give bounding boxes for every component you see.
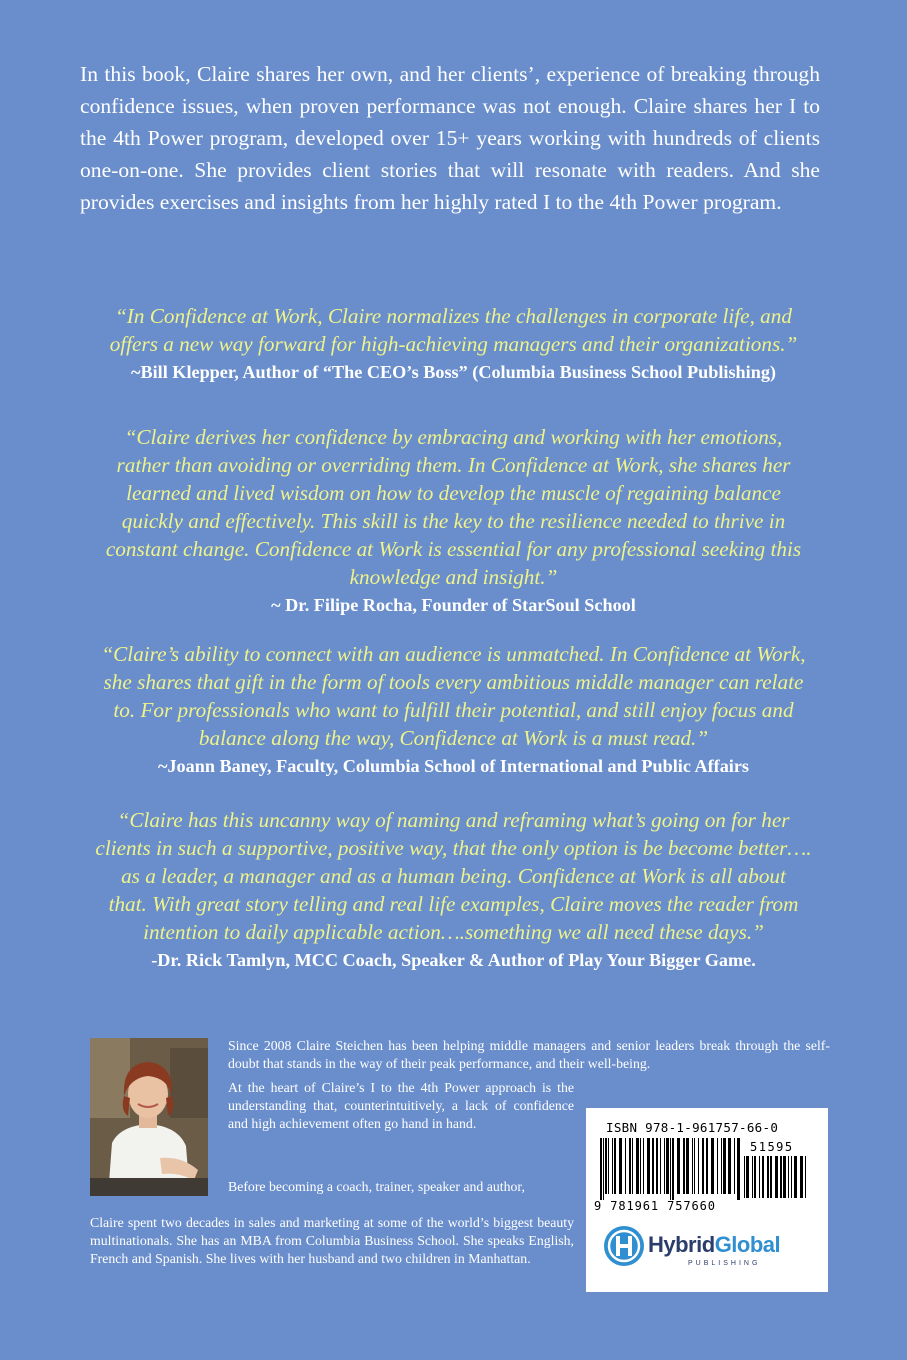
testimonial-quote (60, 302, 847, 384)
testimonial-quote (60, 806, 847, 972)
publisher-logo (600, 1220, 810, 1280)
quote-attribution: -Dr. Rick Tamlyn, MCC Coach, Speaker & Author of Play Your Bigger Game. (151, 950, 756, 970)
barcode-bar (664, 1138, 665, 1194)
author-bio: At the heart of Claire’s I to the 4th Power approach is the understanding that, counterintuitively, a lack of confidence and high achievement often go hand in hand. (228, 1080, 574, 1131)
barcode-bar (656, 1138, 658, 1194)
barcode-bar (686, 1138, 689, 1194)
barcode-bar (670, 1138, 671, 1200)
isbn-barcode-panel (586, 1108, 828, 1292)
barcode-bar (652, 1138, 654, 1194)
barcode-bar (794, 1156, 797, 1198)
barcode-bar (780, 1156, 782, 1198)
quote-text: “In Confidence at Work, Claire normalizes the challenges in corporate life, and offers a new way forward for high-achieving managers and their organizations.” (109, 304, 798, 356)
barcode-bar (723, 1138, 726, 1194)
testimonial-quote (60, 640, 847, 778)
ean-digits: 9 781961 757660 (594, 1199, 716, 1213)
barcode-bar (770, 1156, 772, 1198)
quote-attribution: ~ Dr. Filipe Rocha, Founder of StarSoul School (271, 595, 636, 615)
barcode-bar (629, 1138, 631, 1194)
barcode-bar (775, 1156, 778, 1198)
barcode-bar (711, 1138, 714, 1194)
barcode-bar (721, 1138, 722, 1194)
barcode-bar (752, 1156, 753, 1198)
barcode-bar (744, 1156, 745, 1198)
barcode-bar (694, 1138, 695, 1194)
barcode-bar (677, 1138, 680, 1194)
barcode-bar (759, 1156, 760, 1198)
barcode-bar (698, 1138, 699, 1194)
barcode-bar (728, 1138, 731, 1194)
book-description: In this book, Claire shares her own, and her clients’, experience of breaking through confidence issues, when proven performance was not enough. Claire shares her I to the 4th Power program, developed over 15+ years working with hundreds of clients one-on-one. She provides client stories that will resonate with readers. And she provides exercises and insights from her highly rated I to the 4th Power program. (80, 62, 820, 214)
author-bio: Claire spent two decades in sales and marketing at some of the world’s biggest beauty multinationals. She has an MBA from Columbia Business School. She speaks English, French and Spanish. She lives with her husband and two children in Manhattan. (90, 1215, 574, 1266)
barcode-bar (608, 1138, 609, 1194)
barcode-bar (762, 1156, 764, 1198)
isbn-number: ISBN 978-1-961757-66-0 (606, 1120, 779, 1135)
quote-attribution: ~Joann Baney, Faculty, Columbia School of International and Public Affairs (157, 756, 750, 776)
barcode-bar (734, 1138, 735, 1194)
barcode-bar (717, 1138, 718, 1194)
barcode-bar (805, 1156, 806, 1198)
quote-text: “Claire’s ability to connect with an audience is unmatched. In Confidence at Work, she shares that gift in the form of tools every ambitious middle manager can relate to. For professionals who want to fulfill their potential, and still enjoy focus and balance along the way, Confidence at Work is a must read.” (101, 642, 806, 750)
barcode-bar (640, 1138, 641, 1194)
barcode-bar (625, 1138, 626, 1194)
barcode-bar (612, 1138, 613, 1194)
author-photo (90, 1038, 208, 1196)
barcode-bar (660, 1138, 661, 1194)
barcode-bar (706, 1138, 708, 1194)
testimonial-quote (60, 423, 847, 617)
barcode-bar (672, 1138, 674, 1200)
barcode-bar (643, 1138, 644, 1194)
ean-barcode (600, 1138, 740, 1200)
author-bio: Since 2008 Claire Steichen has been helping middle managers and senior leaders break through the self-doubt that stands in the way of their peak performance, and their well-being. (228, 1038, 830, 1071)
barcode-bar (647, 1138, 650, 1194)
barcode-bar (788, 1156, 789, 1198)
barcode-bar (800, 1156, 803, 1198)
barcode-bar (632, 1138, 633, 1194)
barcode-bar (702, 1138, 704, 1194)
barcode-bar (614, 1138, 616, 1194)
barcode-bar (600, 1138, 602, 1200)
addon-barcode (744, 1156, 814, 1200)
quote-text: “Claire derives her confidence by embracing and working with her emotions, rather than avoiding or overriding them. In Confidence at Work, she shares her learned and lived wisdom on how to develop the muscle of regaining balance quickly and effectively. This skill is the key to the resilience needed to thrive in constant change. Confidence at Work is essential for any professional seeking this knowledge and insight.” (105, 425, 802, 589)
barcode-bar (783, 1156, 786, 1198)
price-addon-digits: 51595 (750, 1140, 794, 1154)
barcode-bar (619, 1138, 622, 1194)
barcode-bar (603, 1138, 604, 1200)
barcode-bar (767, 1156, 769, 1198)
publisher-name: HybridGlobal (648, 1232, 781, 1257)
barcode-bar (636, 1138, 639, 1194)
quote-text: “Claire has this uncanny way of naming and reframing what’s going on for her clients in such a supportive, positive way, that the only option is be become better…. as a leader, a manager and as a human being. Confidence at Work is all about that. With great story telling and real life examples, Claire moves the reader from intention to daily applicable action….something we all need these days.” (95, 808, 812, 944)
barcode-bar (605, 1138, 607, 1194)
barcode-bar (754, 1156, 756, 1198)
barcode-bar (737, 1138, 740, 1200)
barcode-bar (683, 1138, 685, 1194)
barcode-bar (791, 1156, 792, 1198)
publisher-subtitle: PUBLISHING (688, 1260, 761, 1267)
quote-attribution: ~Bill Klepper, Author of “The CEO’s Boss” (Columbia Business School Publishing) (131, 362, 776, 382)
barcode-bar (692, 1138, 693, 1194)
barcode-bar (746, 1156, 749, 1198)
author-bio: Before becoming a coach, trainer, speaker and author, (228, 1179, 525, 1194)
barcode-bar (666, 1138, 669, 1194)
hybrid-global-logo-icon (602, 1224, 646, 1268)
